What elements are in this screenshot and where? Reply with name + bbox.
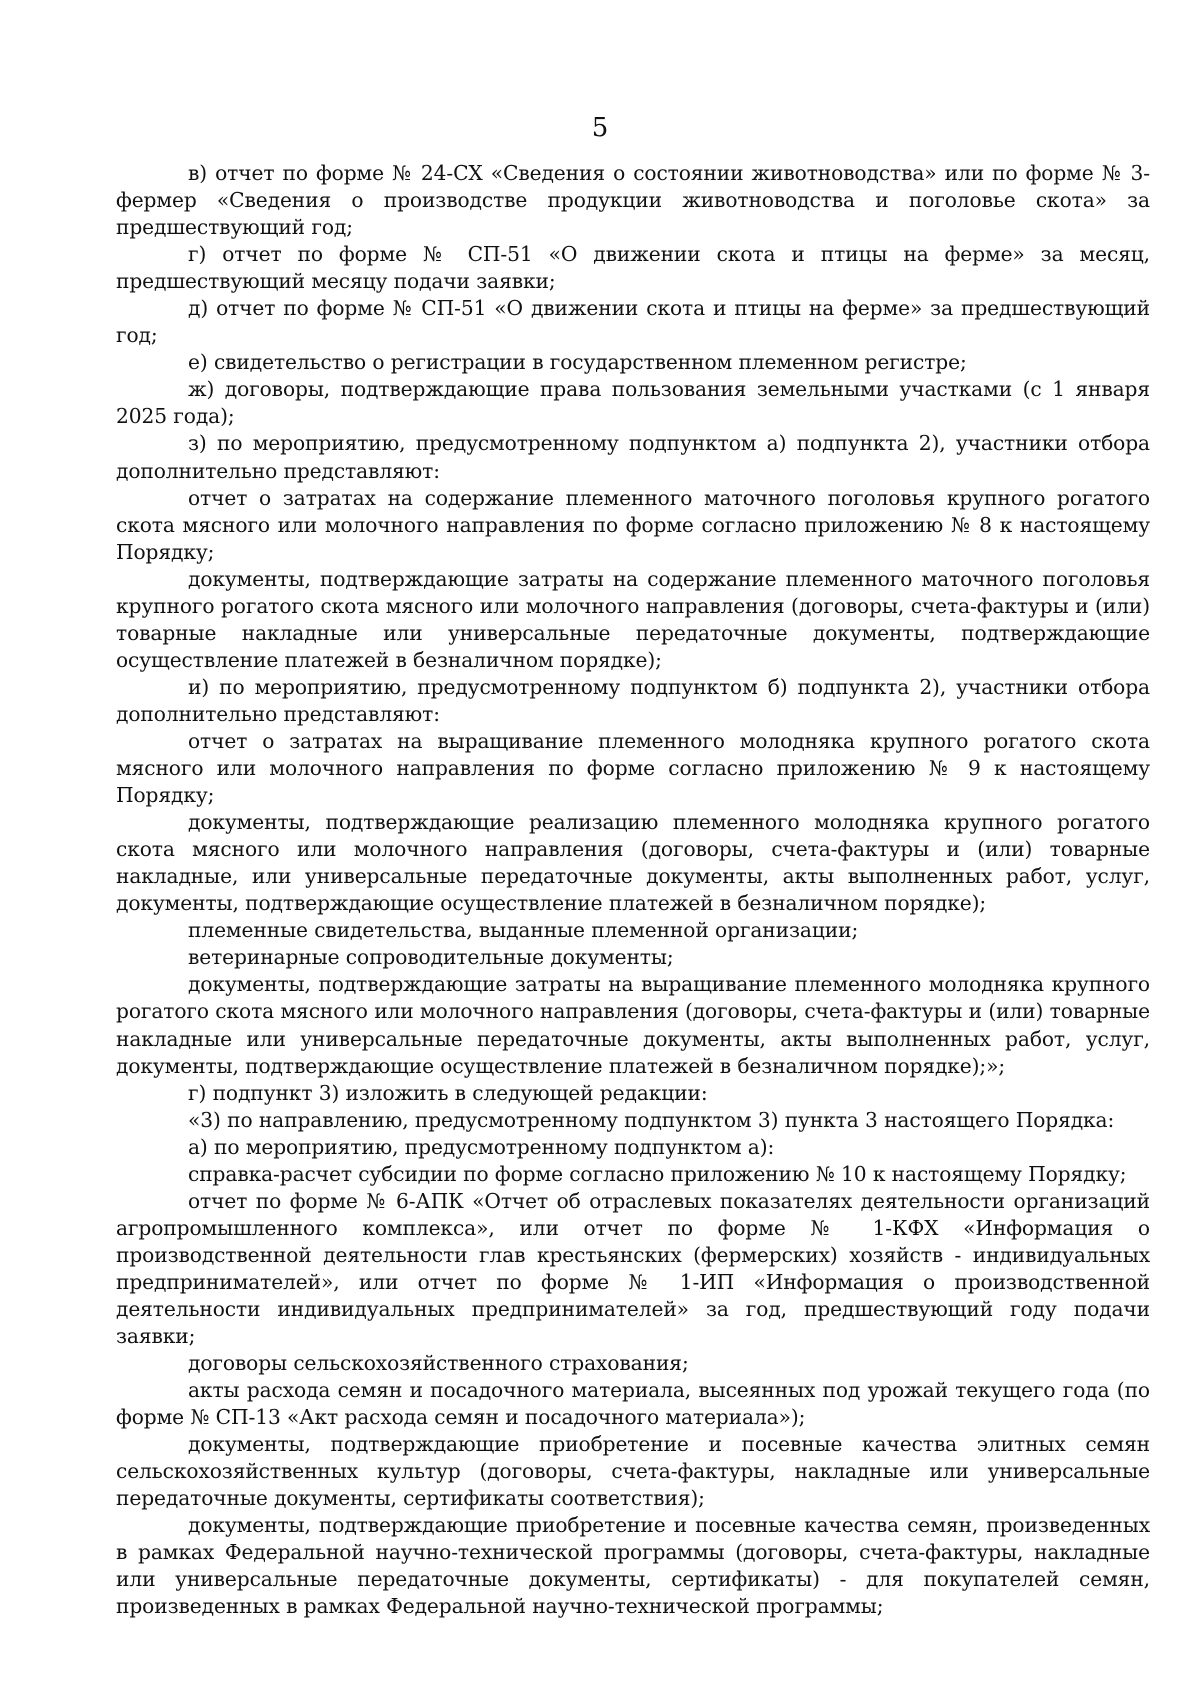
paragraph: з) по мероприятию, предусмотренному подпунктом а) подпункта 2), участники отбора дополнительно представляют: bbox=[116, 431, 1150, 483]
paragraph: г) подпункт 3) изложить в следующей редакции: bbox=[188, 1080, 708, 1105]
page-number: 5 bbox=[591, 113, 609, 143]
paragraph: г) отчет по форме № СП-51 «О движении скота и птицы на ферме» за месяц, предшествующий месяцу подачи заявки; bbox=[116, 242, 1150, 294]
paragraph: документы, подтверждающие затраты на выращивание племенного молодняка крупного рогатого скота мясного или молочного направления (договоры, счета-фактуры и (или) товарные накладные или универсальные передаточные документы, акты выполненных работ, услуг, документы, подтверждающие осуществление платежей в безналичном порядке);»; bbox=[116, 972, 1150, 1078]
paragraph: договоры сельскохозяйственного страхования; bbox=[188, 1351, 689, 1376]
document-body bbox=[116, 160, 1150, 1621]
paragraph: отчет по форме № 6-АПК «Отчет об отраслевых показателях деятельности организаций агропромышленного комплекса», или отчет по форме № 1-КФХ «Информация о производственной деятельности глав крестьянских (фермерских) хозяйств - индивидуальных предпринимателей», или отчет по форме № 1-ИП «Информация о производственной деятельности индивидуальных предпринимателей» за год, предшествующий году подачи заявки; bbox=[116, 1188, 1150, 1349]
paragraph: ветеринарные сопроводительные документы; bbox=[188, 945, 674, 970]
paragraph: документы, подтверждающие затраты на содержание племенного маточного поголовья крупного рогатого скота мясного или молочного направления (договоры, счета-фактуры и (или) товарные накладные или универсальные передаточные документы, подтверждающие осуществление платежей в безналичном порядке); bbox=[116, 566, 1150, 672]
paragraph: отчет о затратах на выращивание племенного молодняка крупного рогатого скота мясного или молочного направления по форме согласно приложению № 9 к настоящему Порядку; bbox=[116, 728, 1150, 808]
paragraph: е) свидетельство о регистрации в государственном племенном регистре; bbox=[188, 350, 967, 375]
paragraph: племенные свидетельства, выданные племенной организации; bbox=[188, 918, 859, 943]
paragraph: справка-расчет субсидии по форме согласно приложению № 10 к настоящему Порядку; bbox=[188, 1161, 1127, 1186]
paragraph: и) по мероприятию, предусмотренному подпунктом б) подпункта 2), участники отбора дополнительно представляют: bbox=[116, 674, 1150, 726]
paragraph: д) отчет по форме № СП-51 «О движении скота и птицы на ферме» за предшествующий год; bbox=[116, 296, 1150, 348]
paragraph: в) отчет по форме № 24-СХ «Сведения о состоянии животноводства» или по форме № 3-фермер «Сведения о производстве продукции животноводства и поголовье скота» за предшествующий год; bbox=[116, 161, 1150, 240]
paragraph: ж) договоры, подтверждающие права пользования земельными участками (с 1 января 2025 года); bbox=[116, 377, 1150, 429]
paragraph: «3) по направлению, предусмотренному подпунктом 3) пункта 3 настоящего Порядка: bbox=[188, 1107, 1115, 1132]
paragraph: акты расхода семян и посадочного материала, высеянных под урожай текущего года (по форме № СП-13 «Акт расхода семян и посадочного материала»); bbox=[116, 1378, 1150, 1430]
paragraph: документы, подтверждающие приобретение и посевные качества элитных семян сельскохозяйственных культур (договоры, счета-фактуры, накладные или универсальные передаточные документы, сертификаты соответствия); bbox=[116, 1432, 1150, 1511]
paragraph: документы, подтверждающие приобретение и посевные качества семян, произведенных в рамках Федеральной научно-технической программы (договоры, счета-фактуры, накладные или универсальные передаточные документы, сертификаты) - для покупателей семян, произведенных в рамках Федеральной научно-технической программы; bbox=[116, 1513, 1150, 1619]
paragraph: а) по мероприятию, предусмотренному подпунктом а): bbox=[188, 1134, 775, 1159]
paragraph: документы, подтверждающие реализацию племенного молодняка крупного рогатого скота мясного или молочного направления (договоры, счета-фактуры и (или) товарные накладные, или универсальные передаточные документы, акты выполненных работ, услуг, документы, подтверждающие осуществление платежей в безналичном порядке); bbox=[116, 810, 1150, 916]
paragraph: отчет о затратах на содержание племенного маточного поголовья крупного рогатого скота мясного или молочного направления по форме согласно приложению № 8 к настоящему Порядку; bbox=[116, 485, 1150, 564]
